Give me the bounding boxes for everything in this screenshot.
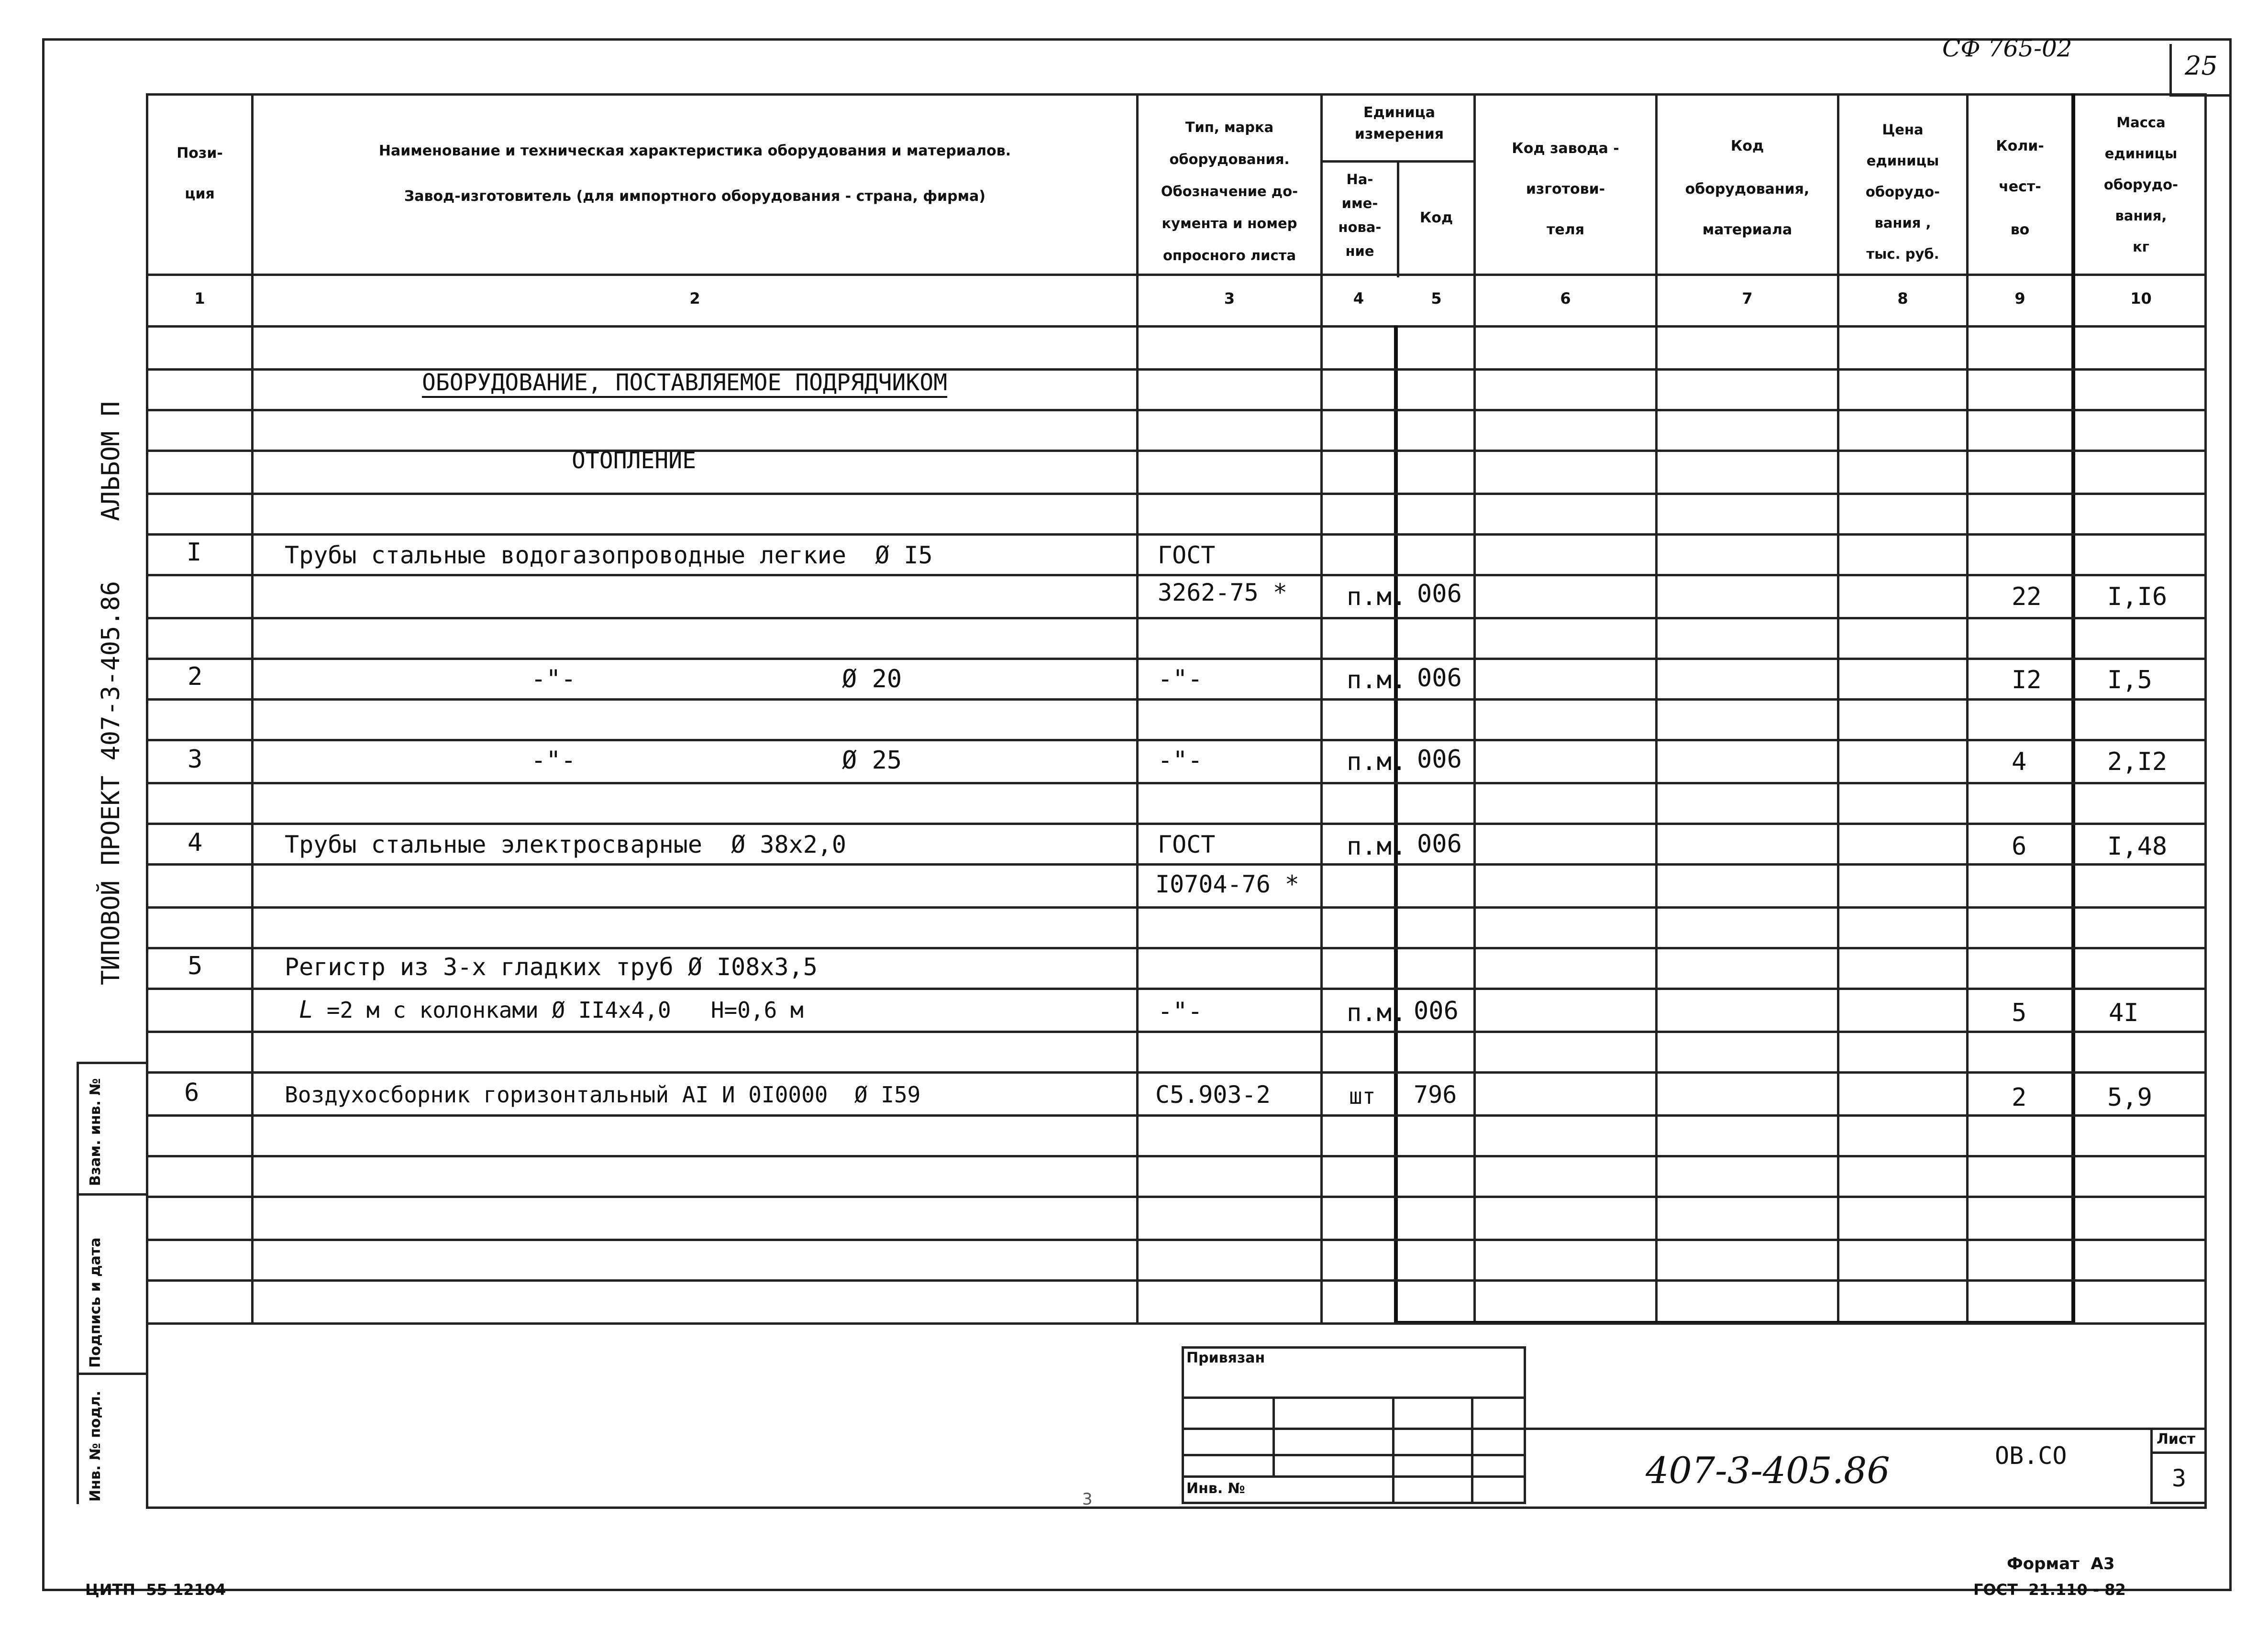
col-sep: [1320, 93, 1323, 1325]
header-col5: Код: [1419, 209, 1453, 226]
row5b-name: =2 м с колонками Ø II4х4,0 H=0,6 м: [313, 997, 804, 1023]
row-line: [146, 906, 2207, 909]
row6-qty: 2: [2012, 1083, 2027, 1112]
header-col8-line3: оборудо-: [1865, 184, 1940, 200]
row-line: [146, 409, 2207, 411]
stamp-strip-left: [77, 1062, 79, 1504]
header-col10-line3: оборудо-: [2103, 176, 2179, 193]
row5b-code: 006: [1414, 997, 1459, 1025]
header-col4-line1: На-: [1346, 171, 1373, 187]
header-col3-line2: оборудования.: [1169, 151, 1290, 167]
colnum-8: 8: [1897, 289, 1908, 308]
footer-center-mark: 3: [1082, 1490, 1093, 1509]
colnum-1: 1: [194, 289, 205, 308]
row3-mass: 2,I2: [2107, 748, 2168, 776]
header-col1-line2: ция: [185, 186, 215, 202]
titleblock-top: [1526, 1428, 2207, 1430]
header-col10-line4: вания,: [2115, 208, 2167, 224]
colnum-bottom-line: [146, 325, 2207, 328]
row1b-code: 006: [1417, 580, 1462, 608]
privyazan-line: [1182, 1454, 1526, 1456]
row2-dia: Ø 20: [842, 665, 902, 693]
row2-type: -"-: [1158, 665, 1203, 693]
header-col7-line3: материала: [1702, 221, 1792, 238]
header-col3-line1: Тип, марка: [1185, 119, 1274, 135]
corner-note: СФ 765-02: [1942, 34, 2072, 62]
row6-type: С5.903-2: [1155, 1081, 1271, 1109]
privyazan-vline: [1392, 1396, 1394, 1504]
row4-pos: 4: [188, 828, 203, 857]
privyazan-line: [1182, 1428, 1526, 1430]
header-col10-line2: единицы: [2104, 145, 2178, 162]
privyazan-vline: [1471, 1396, 1473, 1504]
row3-dia: Ø 25: [842, 746, 902, 775]
header-bottom-line: [146, 274, 2207, 276]
header-col6-line1: Код завода -: [1512, 140, 1619, 157]
inv-no-label: Инв. №: [1186, 1480, 1245, 1497]
row6-name: Воздухосборник горизонтальный АI И 0I0000 Ø I59: [285, 1082, 921, 1108]
header-col7-line1: Код: [1730, 138, 1764, 154]
row1-type: ГОСТ: [1158, 541, 1216, 569]
row6-unit: шт: [1349, 1083, 1376, 1109]
row5-pos: 5: [188, 952, 203, 980]
row-line: [146, 493, 2207, 495]
row6-pos: 6: [184, 1078, 199, 1107]
row1b-type: 3262-75 *: [1158, 579, 1287, 606]
side-title: ТИПОВОЙ ПРОЕКТ 407-3-405.86 АЛЬБОМ П: [97, 401, 125, 985]
row3-pos: 3: [188, 745, 203, 774]
header-col1-line1: Пози-: [177, 145, 223, 162]
row2-code: 006: [1417, 664, 1462, 693]
privyazan-line: [1182, 1475, 1526, 1478]
row-line: [146, 658, 2207, 660]
row5b-unit: п.м.: [1347, 999, 1407, 1027]
footer-left: ЦИТП 55 12104: [85, 1581, 226, 1599]
row-line: [146, 533, 2207, 536]
header-col3-line5: опросного листа: [1162, 247, 1296, 264]
row3-qty: 4: [2012, 748, 2027, 776]
row-line: [146, 450, 2207, 452]
row-line: [146, 1279, 2207, 1282]
row4b-type: I0704-76 *: [1155, 870, 1300, 898]
row4-unit: п.м.: [1347, 832, 1407, 861]
header-col3-line4: кумента и номер: [1162, 215, 1297, 231]
header-col10-line1: Масса: [2116, 114, 2166, 131]
col-sep: [1136, 93, 1139, 1325]
col-sep: [1473, 93, 1476, 1325]
row1-pos: I: [187, 538, 202, 567]
col-sep-thick: [1394, 325, 1398, 1325]
row-line: [146, 1071, 2207, 1074]
privyazan-vline: [1272, 1396, 1275, 1475]
row-line: [146, 863, 2207, 866]
list-box-divider: [2150, 1451, 2207, 1454]
privyazan-label: Привязан: [1186, 1350, 1265, 1366]
subsection-title: ОТОПЛЕНИЕ: [572, 447, 697, 474]
list-value: 3: [2172, 1464, 2187, 1492]
row3-unit: п.м.: [1347, 748, 1407, 776]
row2-unit: п.м.: [1347, 666, 1407, 694]
row-line: [146, 823, 2207, 825]
sheet-corner-number: 25: [2185, 51, 2218, 81]
header-col3-line3: Обозначение до-: [1161, 183, 1298, 199]
col-sep: [1655, 93, 1658, 1325]
header-col8-line4: вания ,: [1874, 215, 1931, 231]
stamp-label-vzam: Взам. инв. №: [87, 1078, 104, 1186]
col-sep: [1837, 93, 1839, 1325]
colnum-9: 9: [2014, 289, 2025, 308]
row1-name: Трубы стальные водогазопроводные легкие Ø I5: [285, 541, 933, 569]
row4-name: Трубы стальные электросварные Ø 38х2,0: [285, 831, 846, 858]
row6-mass: 5,9: [2107, 1083, 2152, 1112]
row-line: [146, 1322, 2207, 1325]
row2-pos: 2: [188, 662, 203, 691]
row5-name: Регистр из 3-х гладких труб Ø I08х3,5: [285, 953, 818, 981]
row5b-type: -"-: [1158, 997, 1203, 1026]
row-line: [146, 698, 2207, 701]
header-col9-line1: Коли-: [1996, 138, 2044, 154]
stamp-divider: [77, 1373, 146, 1375]
header-unit-group-line1: Единица: [1363, 104, 1435, 121]
footer-gost: ГОСТ 21.110 - 82: [1973, 1581, 2126, 1599]
stamp-divider: [77, 1193, 146, 1196]
stamp-divider: [77, 1062, 146, 1064]
header-col4-line2: име-: [1341, 195, 1378, 211]
footer-format: Формат А3: [2007, 1554, 2115, 1573]
col-sep-thick: [2071, 93, 2075, 1325]
colnum-4: 4: [1353, 289, 1364, 308]
row4-mass: I,48: [2107, 832, 2168, 861]
privyazan-line: [1182, 1396, 1526, 1399]
row-line: [146, 947, 2207, 949]
list-label: Лист: [2157, 1431, 2196, 1448]
colnum-6: 6: [1560, 289, 1571, 308]
row4-qty: 6: [2012, 832, 2027, 861]
row1b-mass: I,I6: [2107, 583, 2168, 611]
row3-type: -"-: [1158, 746, 1203, 775]
row-line: [146, 739, 2207, 741]
col-sep: [251, 93, 254, 1325]
row-line: [146, 988, 2207, 990]
row1b-qty: 22: [2012, 583, 2042, 611]
row2-name: -"-: [531, 665, 576, 693]
row5b-name-italic: L: [299, 996, 314, 1023]
row3-code: 006: [1417, 745, 1462, 774]
colnum-2: 2: [689, 289, 700, 308]
row-line: [146, 1114, 2207, 1117]
row5b-qty: 5: [2012, 999, 2027, 1027]
row2-mass: I,5: [2107, 666, 2152, 694]
header-col6-line3: теля: [1547, 221, 1584, 238]
colnum-5: 5: [1431, 289, 1442, 308]
header-col7-line2: оборудования,: [1685, 181, 1810, 198]
row4-type: ГОСТ: [1158, 831, 1216, 858]
row-line: [146, 574, 2207, 576]
colnum-3: 3: [1224, 289, 1235, 308]
header-col8-line1: Цена: [1882, 121, 1924, 138]
stamp-label-podpis: Подпись и дата: [87, 1237, 104, 1368]
header-col8-line2: единицы: [1866, 153, 1939, 169]
row-line: [146, 1196, 2207, 1198]
row2-qty: I2: [2012, 666, 2042, 694]
colnum-7: 7: [1742, 289, 1753, 308]
row-line: [146, 1239, 2207, 1241]
header-unit-group-line2: измерения: [1354, 126, 1444, 143]
section-title: ОБОРУДОВАНИЕ, ПОСТАВЛЯЕМОЕ ПОДРЯДЧИКОМ: [422, 369, 948, 396]
row6-code: 796: [1414, 1081, 1457, 1109]
row1b-unit: п.м.: [1347, 583, 1407, 611]
stamp-label-inv: Инв. № подл.: [87, 1390, 104, 1502]
header-col2-line1: Наименование и техническая характеристика оборудования и материалов.: [378, 143, 1011, 159]
doc-mark: ОВ.СО: [1995, 1442, 2067, 1470]
header-col4-line4: ние: [1345, 243, 1374, 259]
col-sep: [1966, 93, 1969, 1325]
header-col4-line3: нова-: [1338, 219, 1382, 235]
header-col9-line2: чест-: [1999, 178, 2041, 195]
row4-code: 006: [1417, 830, 1462, 858]
row3-name: -"-: [531, 746, 576, 775]
header-col2-line2: Завод-изготовитель (для импортного оборудования - страна, фирма): [404, 188, 986, 205]
row-line: [146, 617, 2207, 619]
row-line: [146, 1031, 2207, 1033]
header-col8-line5: тыс. руб.: [1866, 246, 1939, 262]
header-col10-line5: кг: [2133, 239, 2149, 255]
row-line: [146, 1155, 2207, 1157]
header-col6-line2: изготови-: [1526, 181, 1605, 198]
header-col9-line3: во: [2010, 221, 2030, 238]
row5b-mass: 4I: [2109, 999, 2139, 1027]
colnum-10: 10: [2130, 289, 2152, 308]
doc-number: 407-3-405.86: [1646, 1449, 1890, 1492]
row-line: [146, 782, 2207, 784]
